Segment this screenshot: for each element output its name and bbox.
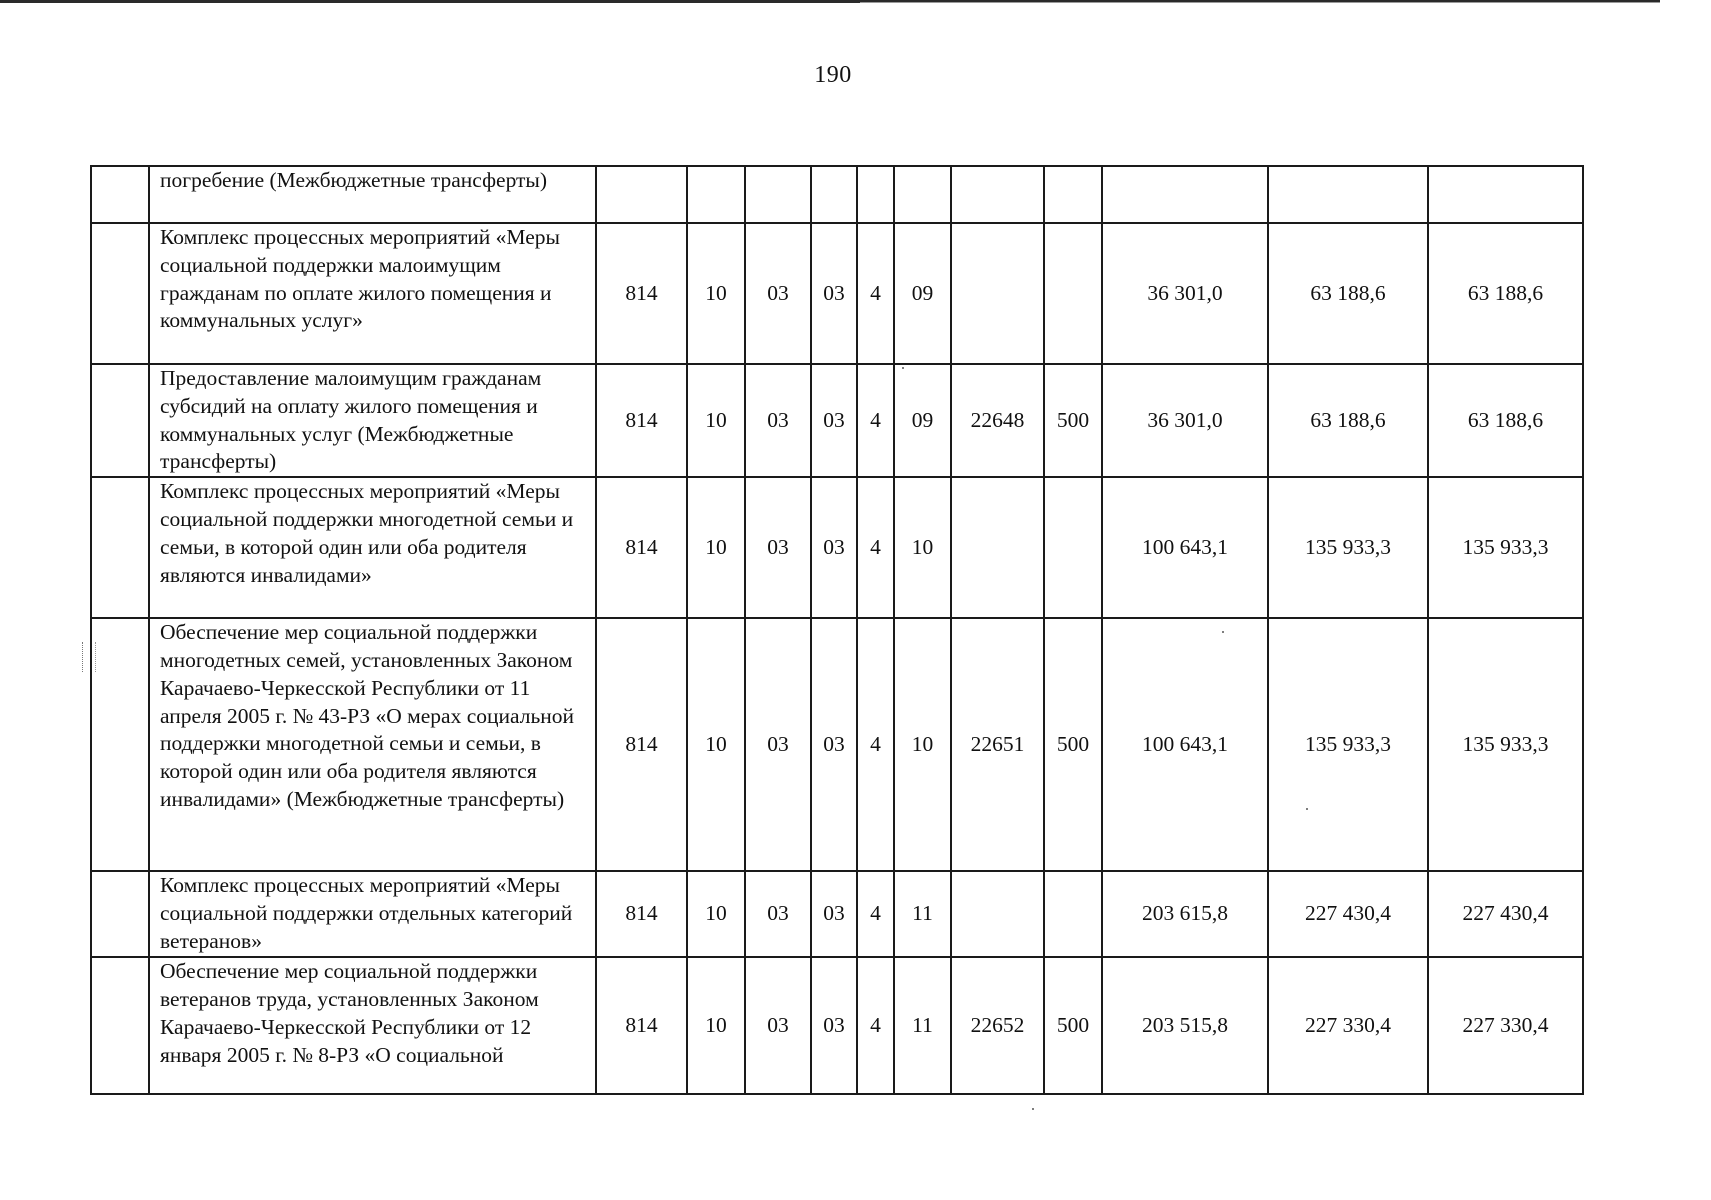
- table-row: [91, 364, 1583, 477]
- row-number-cell: [91, 871, 149, 957]
- sum-year1-cell: 203 615,8: [1102, 871, 1268, 957]
- budget-table: [90, 165, 1584, 1095]
- expense-type-cell: [1044, 166, 1102, 223]
- direction-code-cell: 22652: [951, 957, 1044, 1094]
- section-code-cell: 10: [687, 364, 745, 477]
- subsection-code-cell: 03: [745, 477, 811, 618]
- subsection-code-cell: 03: [745, 618, 811, 871]
- scan-speck: [902, 367, 904, 369]
- row-number-cell: [91, 618, 149, 871]
- direction-code-cell: [951, 166, 1044, 223]
- ministry-code-cell: 814: [596, 618, 687, 871]
- item-code-cell: 11: [894, 957, 951, 1094]
- sum-year2-cell: 63 188,6: [1268, 223, 1428, 364]
- expense-type-cell: 500: [1044, 957, 1102, 1094]
- description-cell: Обеспечение мер социальной поддержки многодетных семей, установленных Законом Карачаево-Черкесской Республики от 11 апреля 2005 г. № 43-РЗ «О мерах социальной поддержки многодетной семьи и семьи, в которой один или оба родителя являются инвалидами» (Межбюджетные трансферты): [149, 618, 596, 871]
- expense-type-cell: [1044, 223, 1102, 364]
- sum-year2-cell: [1268, 166, 1428, 223]
- sum-year1-cell: 36 301,0: [1102, 364, 1268, 477]
- description-cell: Комплекс процессных мероприятий «Меры социальной поддержки малоимущим гражданам по оплате жилого помещения и коммунальных услуг»: [149, 223, 596, 364]
- page-number: 190: [814, 62, 852, 88]
- table-row: [91, 477, 1583, 618]
- ministry-code-cell: 814: [596, 364, 687, 477]
- direction-code-cell: [951, 477, 1044, 618]
- direction-code-cell: [951, 223, 1044, 364]
- direction-code-cell: 22651: [951, 618, 1044, 871]
- expense-type-cell: 500: [1044, 618, 1102, 871]
- subprogram-code-cell: [857, 166, 894, 223]
- item-code-cell: 09: [894, 364, 951, 477]
- section-code-cell: 10: [687, 618, 745, 871]
- description-cell: погребение (Межбюджетные трансферты): [149, 166, 596, 223]
- description-cell: Предоставление малоимущим гражданам субсидий на оплату жилого помещения и коммунальных услуг (Межбюджетные трансферты): [149, 364, 596, 477]
- sum-year1-cell: 203 515,8: [1102, 957, 1268, 1094]
- sum-year3-cell: 63 188,6: [1428, 364, 1583, 477]
- sum-year2-cell: 63 188,6: [1268, 364, 1428, 477]
- sum-year3-cell: [1428, 166, 1583, 223]
- subprogram-code-cell: 4: [857, 871, 894, 957]
- row-number-cell: [91, 957, 149, 1094]
- sum-year1-cell: [1102, 166, 1268, 223]
- subprogram-code-cell: 4: [857, 364, 894, 477]
- program-code-cell: 03: [811, 957, 857, 1094]
- ministry-code-cell: 814: [596, 223, 687, 364]
- item-code-cell: 10: [894, 477, 951, 618]
- top-edge-rule-thin: [860, 2, 1660, 3]
- table-row: [91, 223, 1583, 364]
- sum-year3-cell: 135 933,3: [1428, 477, 1583, 618]
- subprogram-code-cell: 4: [857, 477, 894, 618]
- item-code-cell: 09: [894, 223, 951, 364]
- program-code-cell: 03: [811, 871, 857, 957]
- ministry-code-cell: [596, 166, 687, 223]
- scan-speck: [1306, 808, 1308, 810]
- ministry-code-cell: 814: [596, 957, 687, 1094]
- sum-year2-cell: 135 933,3: [1268, 477, 1428, 618]
- direction-code-cell: [951, 871, 1044, 957]
- row-number-cell: [91, 477, 149, 618]
- section-code-cell: [687, 166, 745, 223]
- ministry-code-cell: 814: [596, 477, 687, 618]
- table-row: [91, 618, 1583, 871]
- sum-year2-cell: 135 933,3: [1268, 618, 1428, 871]
- table-row: [91, 871, 1583, 957]
- subprogram-code-cell: 4: [857, 957, 894, 1094]
- program-code-cell: 03: [811, 364, 857, 477]
- item-code-cell: 10: [894, 618, 951, 871]
- subsection-code-cell: 03: [745, 871, 811, 957]
- sum-year2-cell: 227 330,4: [1268, 957, 1428, 1094]
- scan-speck: [1032, 1108, 1034, 1110]
- table-row: [91, 166, 1583, 223]
- subsection-code-cell: 03: [745, 223, 811, 364]
- description-cell: Обеспечение мер социальной поддержки ветеранов труда, установленных Законом Карачаево-Черкесской Республики от 12 января 2005 г. № 8-РЗ «О социальной: [149, 957, 596, 1094]
- subprogram-code-cell: 4: [857, 223, 894, 364]
- section-code-cell: 10: [687, 477, 745, 618]
- program-code-cell: 03: [811, 223, 857, 364]
- sum-year3-cell: 63 188,6: [1428, 223, 1583, 364]
- section-code-cell: 10: [687, 223, 745, 364]
- description-cell: Комплекс процессных мероприятий «Меры социальной поддержки многодетной семьи и семьи, в которой один или оба родителя являются инвалидами»: [149, 477, 596, 618]
- program-code-cell: 03: [811, 618, 857, 871]
- sum-year3-cell: 227 330,4: [1428, 957, 1583, 1094]
- sum-year2-cell: 227 430,4: [1268, 871, 1428, 957]
- subprogram-code-cell: 4: [857, 618, 894, 871]
- table-row: [91, 957, 1583, 1094]
- scan-speck: [1222, 631, 1224, 633]
- sum-year1-cell: 100 643,1: [1102, 618, 1268, 871]
- item-code-cell: [894, 166, 951, 223]
- expense-type-cell: 500: [1044, 364, 1102, 477]
- expense-type-cell: [1044, 871, 1102, 957]
- section-code-cell: 10: [687, 957, 745, 1094]
- sum-year1-cell: 100 643,1: [1102, 477, 1268, 618]
- description-cell: Комплекс процессных мероприятий «Меры социальной поддержки отдельных категорий ветеранов»: [149, 871, 596, 957]
- sum-year3-cell: 227 430,4: [1428, 871, 1583, 957]
- sum-year3-cell: 135 933,3: [1428, 618, 1583, 871]
- subsection-code-cell: 03: [745, 957, 811, 1094]
- row-number-cell: [91, 223, 149, 364]
- program-code-cell: 03: [811, 477, 857, 618]
- expense-type-cell: [1044, 477, 1102, 618]
- subsection-code-cell: [745, 166, 811, 223]
- subsection-code-cell: 03: [745, 364, 811, 477]
- budget-table-body: [91, 166, 1583, 1094]
- item-code-cell: 11: [894, 871, 951, 957]
- row-number-cell: [91, 166, 149, 223]
- section-code-cell: 10: [687, 871, 745, 957]
- sum-year1-cell: 36 301,0: [1102, 223, 1268, 364]
- direction-code-cell: 22648: [951, 364, 1044, 477]
- row-number-cell: [91, 364, 149, 477]
- ministry-code-cell: 814: [596, 871, 687, 957]
- program-code-cell: [811, 166, 857, 223]
